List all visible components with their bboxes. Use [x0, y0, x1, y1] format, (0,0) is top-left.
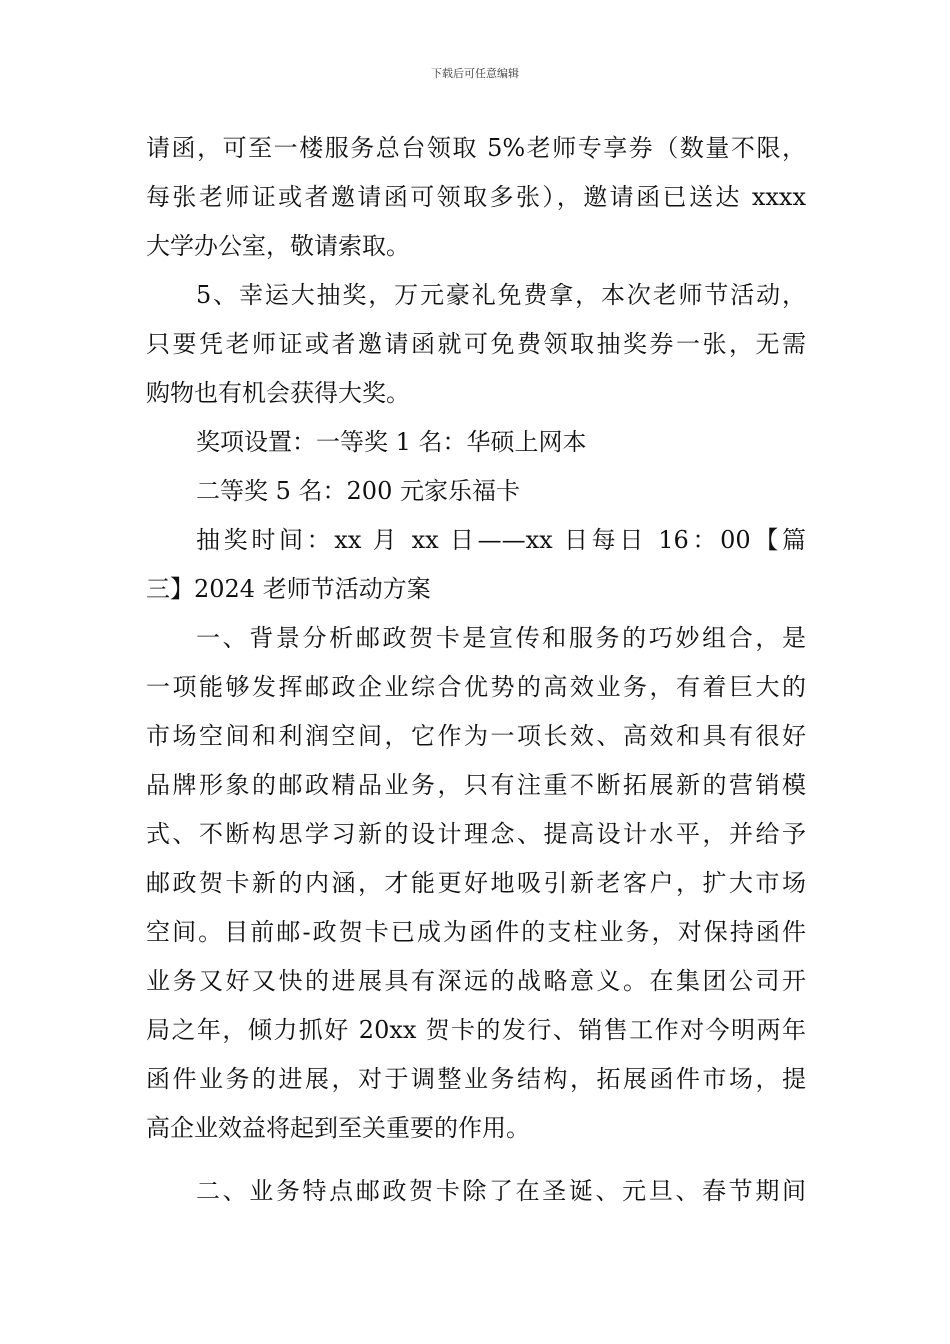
text-line: 业务又好又快的进展具有深远的战略意义。在集团公司开	[146, 967, 806, 995]
text-line: 品牌形象的邮政精品业务，只有注重不断拓展新的营销模	[146, 771, 806, 799]
text-line: 二等奖 5 名：200 元家乐福卡	[196, 477, 520, 505]
text-line: 邮政贺卡新的内涵，才能更好地吸引新老客户，扩大市场	[146, 869, 806, 897]
text-line: 二、业务特点邮政贺卡除了在圣诞、元旦、春节期间	[196, 1177, 806, 1205]
text-line: 局之年，倾力抓好 20xx 贺卡的发行、销售工作对今明两年	[146, 1016, 806, 1044]
text-line: 抽奖时间：xx 月 xx 日——xx 日每日 16：00【篇	[196, 526, 806, 554]
text-line: 购物也有机会获得大奖。	[146, 379, 410, 407]
text-line: 三】2024 老师节活动方案	[146, 575, 431, 603]
text-line: 大学办公室，敬请索取。	[146, 232, 410, 260]
text-line: 只要凭老师证或者邀请函就可免费领取抽奖券一张，无需	[146, 330, 806, 358]
text-line: 市场空间和利润空间，它作为一项长效、高效和具有很好	[146, 722, 806, 750]
text-line: 一、背景分析邮政贺卡是宣传和服务的巧妙组合，是	[196, 624, 806, 652]
text-line: 5、幸运大抽奖，万元豪礼免费拿，本次老师节活动，	[196, 281, 806, 309]
paragraph-gap	[146, 1153, 806, 1167]
text-line: 函件业务的进展，对于调整业务结构，拓展函件市场，提	[146, 1065, 806, 1093]
text-line: 每张老师证或者邀请函可领取多张），邀请函已送达 xxxx	[146, 183, 806, 211]
text-line: 式、不断构思学习新的设计理念、提高设计水平，并给予	[146, 820, 806, 848]
text-line: 一项能够发挥邮政企业综合优势的高效业务，有着巨大的	[146, 673, 806, 701]
text-line: 高企业效益将起到至关重要的作用。	[146, 1114, 530, 1142]
text-line: 空间。目前邮-政贺卡已成为函件的支柱业务，对保持函件	[146, 918, 806, 946]
text-line: 奖项设置：一等奖 1 名：华硕上网本	[196, 428, 587, 456]
text-line: 请函，可至一楼服务总台领取 5%老师专享券（数量不限，	[146, 134, 806, 162]
document-body	[146, 124, 806, 1216]
page-header-note: 下载后可任意编辑	[431, 67, 519, 80]
